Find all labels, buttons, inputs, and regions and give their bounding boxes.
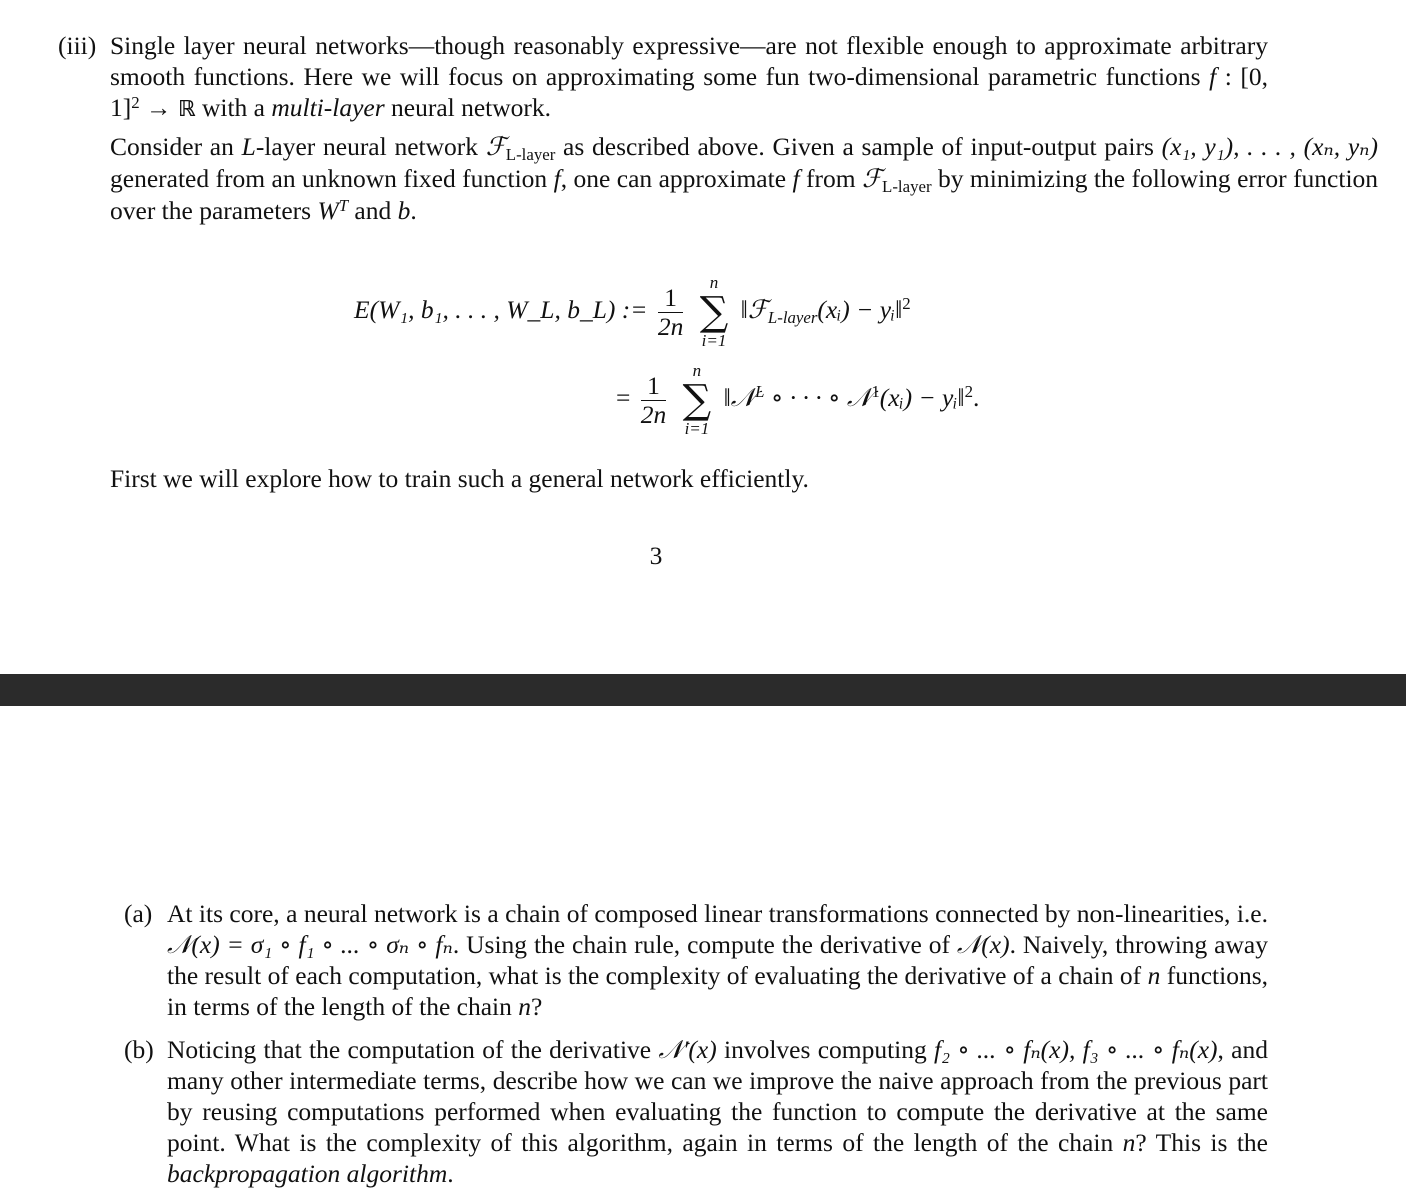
part-iii-label: (iii) xyxy=(58,31,97,60)
composition-term: ‖𝒩$^L$ ∘ · · · ∘ 𝒩$^1$(xᵢ) − yᵢ‖$^2$. xyxy=(723,382,980,412)
part-iii-paragraph-2: Consider an L-layer neural network ℱ$_{L-layer}$ as described above. Given a sample of input-output pairs (x₁, y₁), . . . , (xₙ, yₙ) generated from an unknown fixed function f, one can approximate f from ℱ$_{L-layer}$ by minimizing the following error function over the parameters $W^T$ and b. xyxy=(110,132,1379,225)
equals-sign: = xyxy=(616,382,631,412)
part-iii-paragraph-1: Single layer neural networks—though reasonably expressive—are not flexible enough to approximate arbitrary smooth functions. Here we will focus on approximating some fun two-dimensional parametric functions f : [0, 1]$^2$ → ℝ with a multi-layer neural network. xyxy=(110,31,1269,122)
part-iii-paragraph-3: First we will explore how to train such a general network efficiently. xyxy=(110,464,809,493)
part-b-text: Noticing that the computation of the derivative 𝒩′(x) involves computing f₂ ∘ ... ∘ fₙ(x), f₃ ∘ ... ∘ fₙ(x), and many other intermediate terms, describe how we can we improve the naive approach from the previous part by reusing computations performed when evaluating the function to compute the derivative at the same point. What is the complexity of this algorithm, again in terms of the length of the chain n? This is the backpropagation algorithm. xyxy=(167,1035,1269,1188)
page-divider xyxy=(0,674,1406,706)
network-output-term: ‖ℱ$_{L-layer}$(xᵢ) − yᵢ‖$^2$ xyxy=(740,294,911,327)
equation-lhs: E(W₁, b₁, . . . , W_L, b_L) := xyxy=(354,294,648,324)
part-a-text: At its core, a neural network is a chain of composed linear transformations connected by non-linearities, i.e. 𝒩(x) = σ₁ ∘ f₁ ∘ ... ∘ σₙ ∘ fₙ. Using the chain rule, compute the derivative of 𝒩(x). Naively, throwing away the result of each computation, what is the complexity of evaluating the derivative of a chain of n functions, in terms of the length of the chain n? xyxy=(167,899,1269,1021)
part-b-label: (b) xyxy=(124,1035,154,1064)
error-equation-line-1 xyxy=(354,274,911,350)
summation-sign: n ∑ i=1 xyxy=(682,361,712,438)
fraction-1-over-2n: $\frac{1}{2n}$ xyxy=(657,282,684,341)
fraction-1-over-2n: $\frac{1}{2n}$ xyxy=(640,370,667,429)
summation-sign: n ∑ i=1 xyxy=(699,273,729,350)
error-equation-line-2 xyxy=(616,362,979,438)
page-number: 3 xyxy=(649,541,663,570)
part-a-label: (a) xyxy=(124,899,153,928)
